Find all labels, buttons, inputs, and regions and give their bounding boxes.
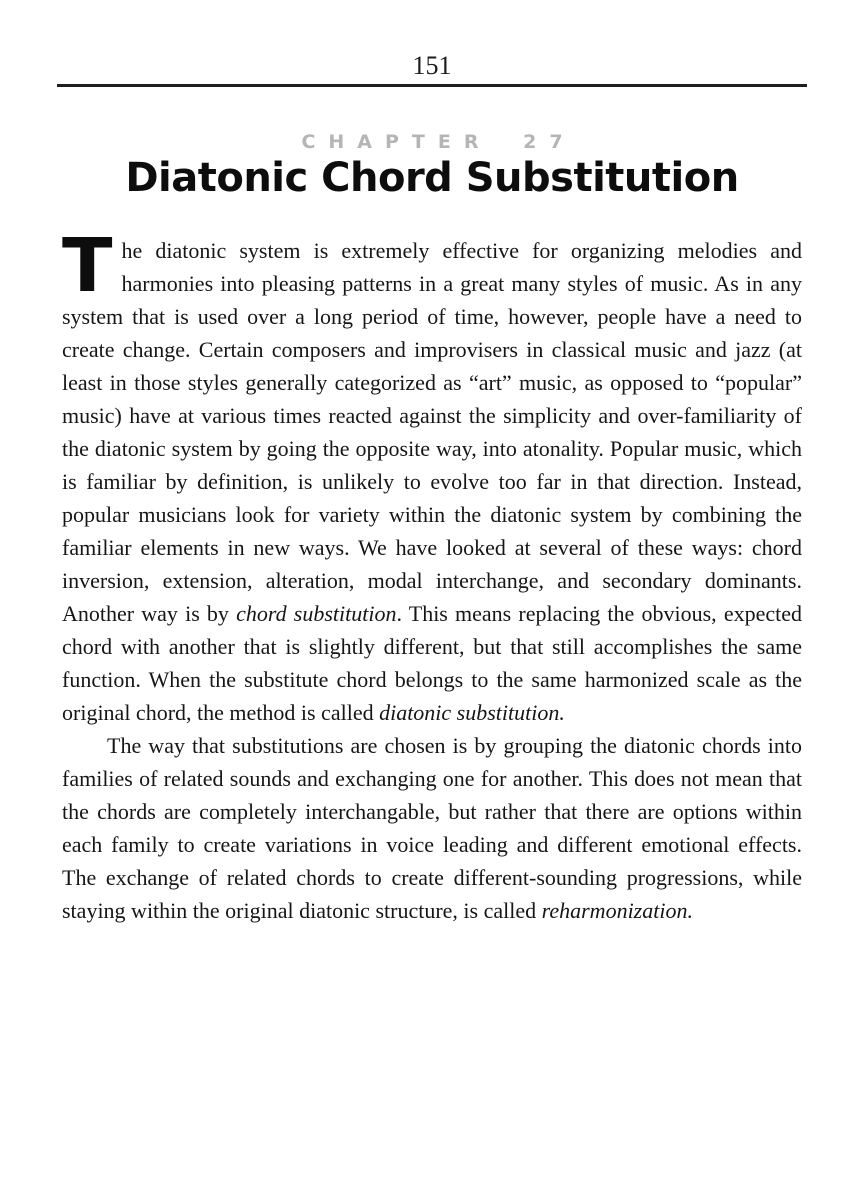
- drop-cap: T: [62, 223, 113, 309]
- page-number: 151: [412, 51, 452, 80]
- page-header: [62, 52, 802, 87]
- italic-term-chord-substitution: chord substitution: [236, 601, 397, 626]
- chapter-heading: [62, 131, 802, 200]
- paragraph-2-text: The way that substitutions are chosen is by grouping the diatonic chords into families of related sounds and exchanging one for another. This does not mean that the chords are completely interchangable, but rather that there are options within each family to create variations in voice leading and different emotional effects. The exchange of related chords to create different-sounding progressions, while staying within the original diatonic structure, is called: [62, 733, 802, 923]
- paragraph-1: [62, 223, 802, 729]
- italic-term-diatonic-substitution: diatonic substitution.: [379, 700, 565, 725]
- paragraph-1-text: he diatonic system is extremely effective for organizing melodies and harmonies into pleasing patterns in a great many styles of music. As in any system that is used over a long period of time, however, people have a need to create change. Certain composers and improvisers in classical music and jazz (at least in those styles generally categorized as “art” music, as opposed to “popular” music) have at various times reacted against the simplicity and over-familiarity of the diatonic system by going the opposite way, into atonality. Popular music, which is familiar by definition, is unlikely to evolve too far in that direction. Instead, popular musicians look for variety within the diatonic system by combining the familiar elements in new ways. We have looked at several of these ways: chord inversion, extension, alteration, modal interchange, and secondary dominants. Another way is by: [62, 238, 802, 626]
- chapter-title: Diatonic Chord Substitution: [125, 155, 739, 201]
- chapter-label: CHAPTER 27: [301, 131, 576, 153]
- header-rule: [57, 84, 807, 87]
- paragraph-2: [62, 729, 802, 927]
- body-text: [62, 223, 802, 927]
- italic-term-reharmonization: reharmonization.: [541, 898, 693, 923]
- paragraph-1-text-continued: . This means replacing the obvious, expected chord with another that is slightly different, but that still accomplishes the same function. When the substitute chord belongs to the same harmonized scale as the original chord, the method is called: [62, 601, 802, 725]
